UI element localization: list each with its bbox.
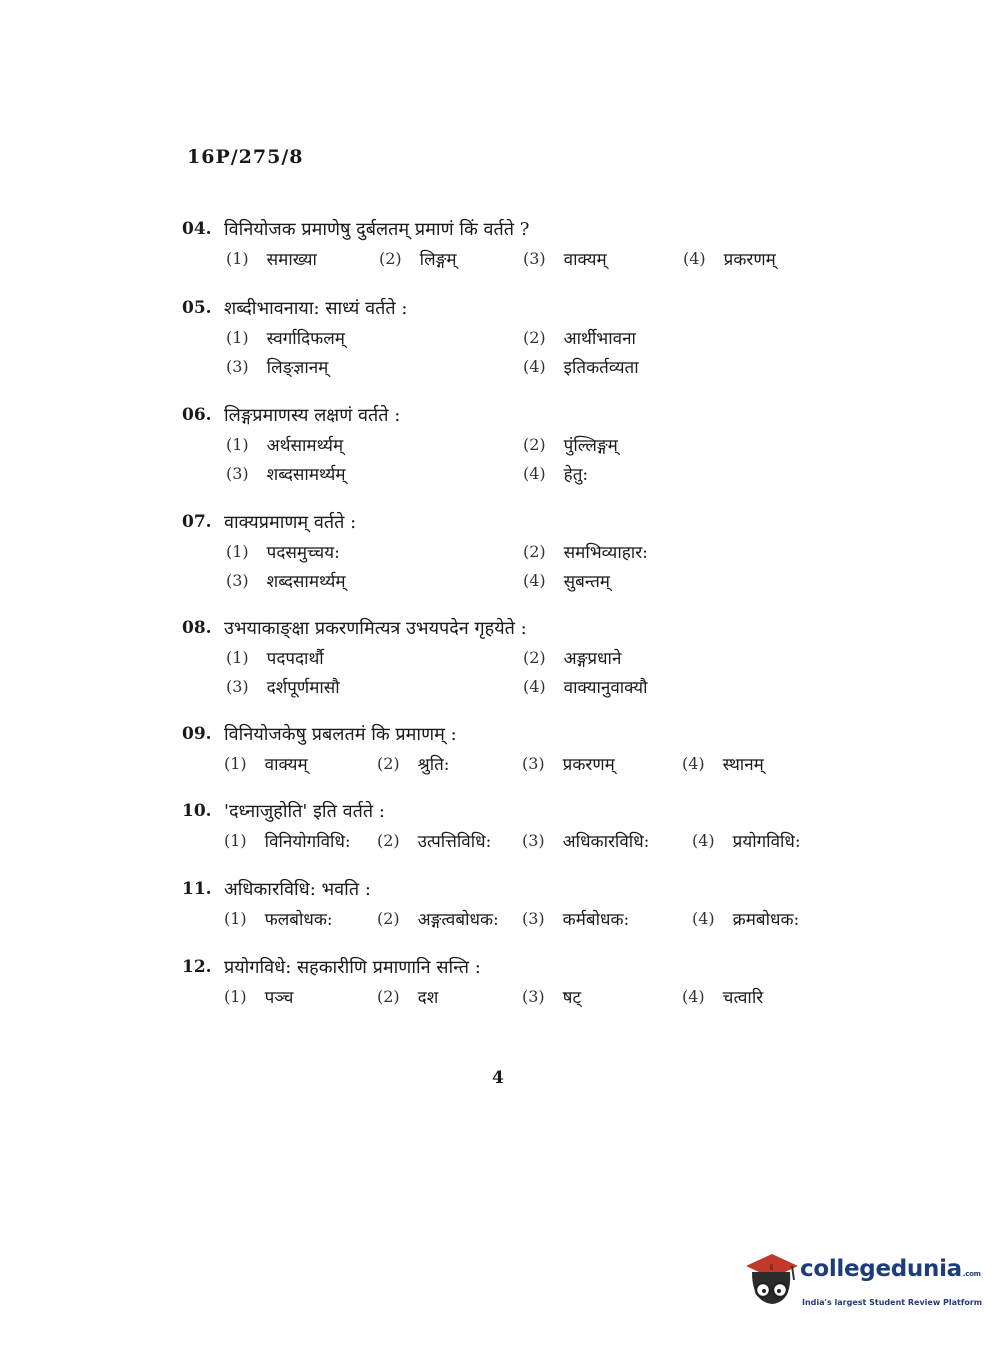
question-05 [182,293,882,381]
options-row [182,537,882,566]
option-text: अङ्गप्रधाने [563,649,622,669]
option-text: प्रयोगविधि: [732,832,801,852]
option-text: विनियोगविधि: [264,832,351,852]
option-number: (2) [523,648,546,667]
option-number: (3) [226,677,249,696]
option-text: चत्वारि [722,988,764,1008]
option-text: श्रुति: [417,755,450,775]
question-text: 'दध्नाजुहोति' इति वर्तते : [224,801,385,822]
option-1 [224,907,377,930]
option-4 [523,355,639,378]
option-text: पदपदार्थौ [266,649,324,669]
question-text-row [182,874,882,904]
option-number: (1) [224,909,247,928]
option-1 [224,985,377,1008]
option-2 [523,646,621,669]
option-number: (3) [226,464,249,483]
option-number: (2) [379,249,402,268]
options-row [182,566,882,595]
question-11 [182,874,882,933]
question-07 [182,507,882,595]
option-number: (4) [682,987,705,1006]
option-3 [522,752,682,775]
option-text: प्रकरणम् [723,250,776,270]
option-number: (3) [226,571,249,590]
option-text: लिङ्ज्ञानम् [266,358,329,378]
option-number: (2) [377,831,400,850]
page-number: 4 [492,1068,504,1088]
option-text: क्रमबोधक: [732,910,800,930]
option-4 [682,752,764,775]
question-number: 05. [182,298,212,318]
option-3 [522,829,692,852]
option-text: पञ्च [264,988,294,1008]
option-1 [226,326,523,349]
options-row [182,352,882,381]
option-3 [226,569,523,592]
option-text: अधिकारविधि: [562,832,650,852]
option-3 [522,985,682,1008]
brand-tagline: India's largest Student Review Platform [802,1298,983,1307]
option-number: (3) [522,909,545,928]
option-number: (2) [377,987,400,1006]
option-number: (3) [522,754,545,773]
options-row [182,459,882,488]
option-2 [377,985,522,1008]
option-number: (4) [692,909,715,928]
option-text: अङ्गत्वबोधक: [417,910,499,930]
question-text: प्रयोगविधे: सहकारीणि प्रमाणानि सन्ति : [224,957,481,978]
options-row [182,430,882,459]
option-text: समभिव्याहार: [563,543,648,563]
option-number: (3) [522,987,545,1006]
option-text: कर्मबोधक: [562,910,630,930]
option-text: आर्थीभावना [563,329,636,349]
options-row [182,643,882,672]
option-3 [522,907,692,930]
options-row [182,323,882,352]
question-text: विनियोजक प्रमाणेषु दुर्बलतम् प्रमाणं किं वर्तते ? [224,219,530,240]
option-text: स्थानम् [722,755,764,775]
question-number: 06. [182,405,212,425]
option-text: दश [417,988,439,1008]
option-text: लिङ्गम् [419,250,457,270]
question-08 [182,613,882,701]
question-text-row [182,214,882,244]
question-number: 11. [182,879,212,899]
option-4 [692,829,801,852]
question-number: 04. [182,219,212,239]
brand-name [800,1256,981,1282]
option-1 [226,540,523,563]
question-text-row [182,952,882,982]
option-text: इतिकर्तव्यता [563,358,639,378]
question-text: उभयाकाङ्क्षा प्रकरणमित्यत्र उभयपदेन गृहयेते : [224,618,527,639]
option-4 [523,569,610,592]
option-3 [226,675,523,698]
option-text: पुंल्लिङ्गम् [563,436,618,456]
option-text: फलबोधक: [264,910,333,930]
option-number: (3) [226,357,249,376]
option-number: (1) [224,987,247,1006]
option-text: सुबन्तम् [563,572,610,592]
question-text-row [182,613,882,643]
option-text: दर्शपूर्णमासौ [266,678,340,698]
question-06 [182,400,882,488]
option-number: (3) [523,249,546,268]
option-4 [523,675,648,698]
option-2 [523,433,618,456]
option-1 [226,646,523,669]
option-number: (4) [523,357,546,376]
option-number: (2) [523,328,546,347]
option-number: (1) [226,542,249,561]
question-text: अधिकारविधि: भवति : [224,879,371,900]
option-number: (1) [224,754,247,773]
question-text: विनियोजकेषु प्रबलतमं कि प्रमाणम् : [224,724,457,745]
option-4 [523,462,588,485]
question-text-row [182,719,882,749]
options-row [182,244,882,273]
options-row [182,749,882,778]
option-number: (1) [226,435,249,454]
option-2 [377,752,522,775]
option-1 [224,829,377,852]
question-text-row [182,400,882,430]
option-3 [226,462,523,485]
question-text-row [182,507,882,537]
option-2 [523,540,648,563]
options-row [182,672,882,701]
option-text: पदसमुच्चय: [266,543,340,563]
option-4 [683,247,776,270]
option-number: (1) [224,831,247,850]
question-text: शब्दीभावनाया: साध्यं वर्तते : [224,298,408,319]
option-number: (2) [523,435,546,454]
option-number: (4) [523,677,546,696]
question-10 [182,796,882,855]
paper-code: 16P/275/8 [187,146,304,168]
option-2 [377,829,522,852]
option-text: स्वर्गादिफलम् [266,329,345,349]
option-number: (4) [523,464,546,483]
question-text-row [182,293,882,323]
question-text-row [182,796,882,826]
option-number: (4) [682,754,705,773]
option-text: वाक्यानुवाक्यौ [563,678,648,698]
option-number: (4) [692,831,715,850]
option-number: (2) [377,754,400,773]
question-number: 07. [182,512,212,532]
option-number: (1) [226,328,249,347]
option-number: (2) [523,542,546,561]
option-text: षट् [562,988,582,1008]
option-text: वाक्यम् [264,755,308,775]
question-number: 10. [182,801,212,821]
option-text: वाक्यम् [563,250,607,270]
options-row [182,982,882,1011]
option-2 [377,907,522,930]
option-text: अर्थसामर्थ्यम् [266,436,344,456]
option-3 [523,247,683,270]
option-3 [226,355,523,378]
option-1 [226,433,523,456]
option-text: समाख्या [266,250,317,270]
option-1 [226,247,379,270]
option-number: (4) [523,571,546,590]
question-09 [182,719,882,778]
collegedunia-logo [742,1250,983,1320]
option-number: (4) [683,249,706,268]
options-row [182,826,882,855]
option-text: प्रकरणम् [562,755,615,775]
option-text: शब्दसामर्थ्यम् [266,465,346,485]
option-2 [523,326,636,349]
option-text: शब्दसामर्थ्यम् [266,572,346,592]
question-text: वाक्यप्रमाणम् वर्तते : [224,512,357,533]
option-4 [692,907,799,930]
options-row [182,904,882,933]
option-number: (1) [226,648,249,667]
question-number: 12. [182,957,212,977]
question-12 [182,952,882,1011]
brand-text: collegedunia [800,1256,962,1282]
brand-suffix: .com [962,1270,981,1278]
question-text: लिङ्गप्रमाणस्य लक्षणं वर्तते : [224,405,401,426]
option-1 [224,752,377,775]
question-number: 09. [182,724,212,744]
option-2 [379,247,523,270]
option-number: (2) [377,909,400,928]
question-number: 08. [182,618,212,638]
mascot-icon [742,1250,800,1312]
option-text: हेतु: [563,465,589,485]
option-number: (1) [226,249,249,268]
option-4 [682,985,763,1008]
option-text: उत्पत्तिविधि: [417,832,492,852]
question-04 [182,214,882,273]
option-number: (3) [522,831,545,850]
